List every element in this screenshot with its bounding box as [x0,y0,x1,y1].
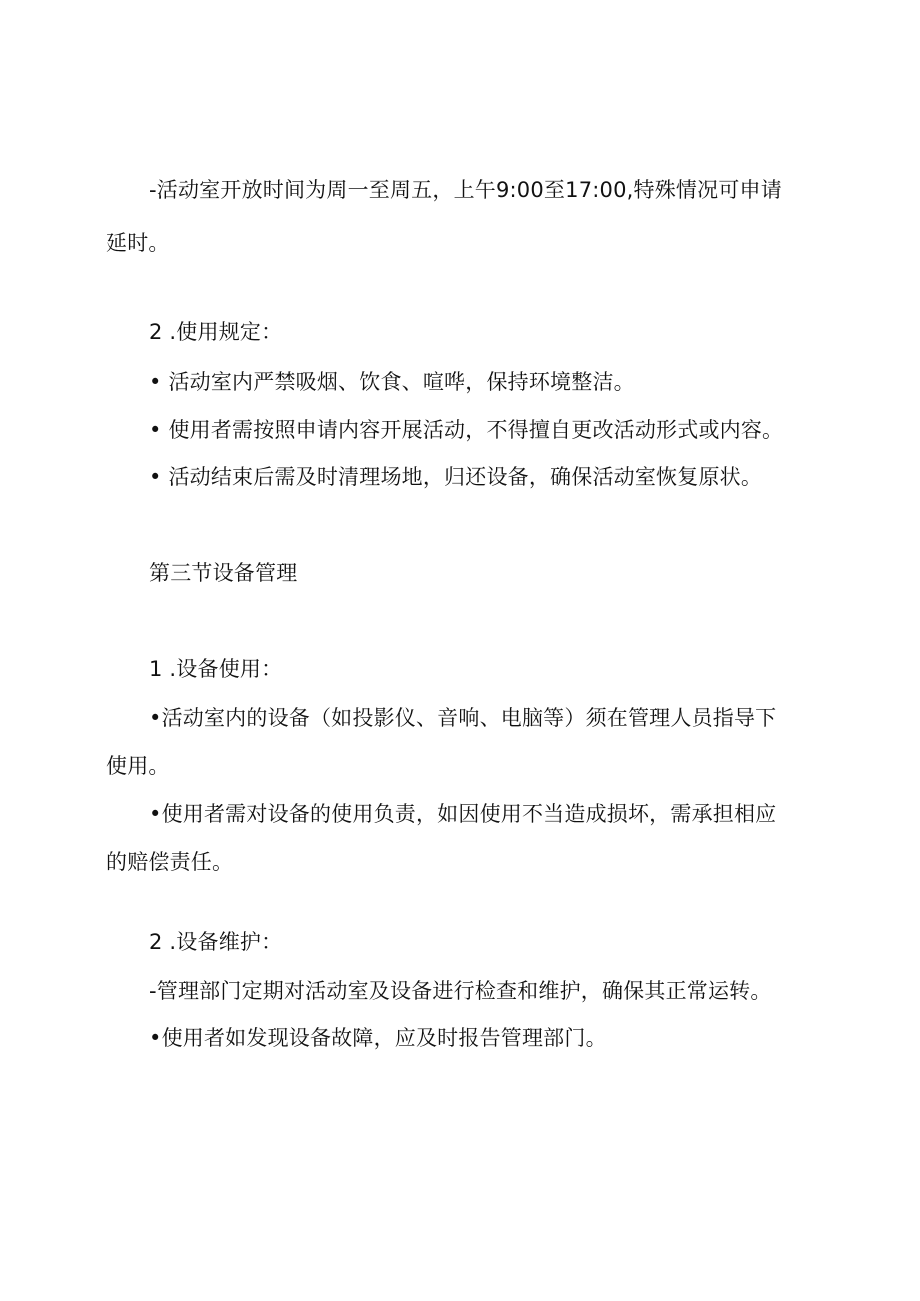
opening-hours-line-1: -活动室开放时间为周一至周五，上午9:00至17:00,特殊情况可申请 [149,178,782,202]
equipment-maintenance-heading: 2 .设备维护： [149,930,283,954]
equipment-use-1-line-1: •活动室内的设备（如投影仪、音响、电脑等）须在管理人员指导下 [149,706,777,730]
equipment-use-heading: 1 .设备使用： [149,657,283,681]
usage-rules-heading: 2 .使用规定： [149,320,283,344]
equipment-use-2-line-1: •使用者需对设备的使用负责，如因使用不当造成损坏，需承担相应 [149,802,777,826]
maintenance-item-2: •使用者如发现设备故障，应及时报告管理部门。 [149,1026,607,1050]
usage-rule-3: • 活动结束后需及时清理场地，归还设备，确保活动室恢复原状。 [149,465,763,489]
section-title-equipment: 第三节设备管理 [149,561,298,585]
equipment-use-2-line-2: 的赔偿责任。 [106,850,234,874]
equipment-use-1-line-2: 使用。 [106,754,170,778]
opening-hours-line-2: 延时。 [106,231,170,255]
usage-rule-2: • 使用者需按照申请内容开展活动，不得擅自更改活动形式或内容。 [149,418,784,442]
maintenance-item-1: -管理部门定期对活动室及设备进行检查和维护，确保其正常运转。 [149,979,772,1003]
usage-rule-1: • 活动室内严禁吸烟、饮食、喧哗，保持环境整洁。 [149,370,635,394]
